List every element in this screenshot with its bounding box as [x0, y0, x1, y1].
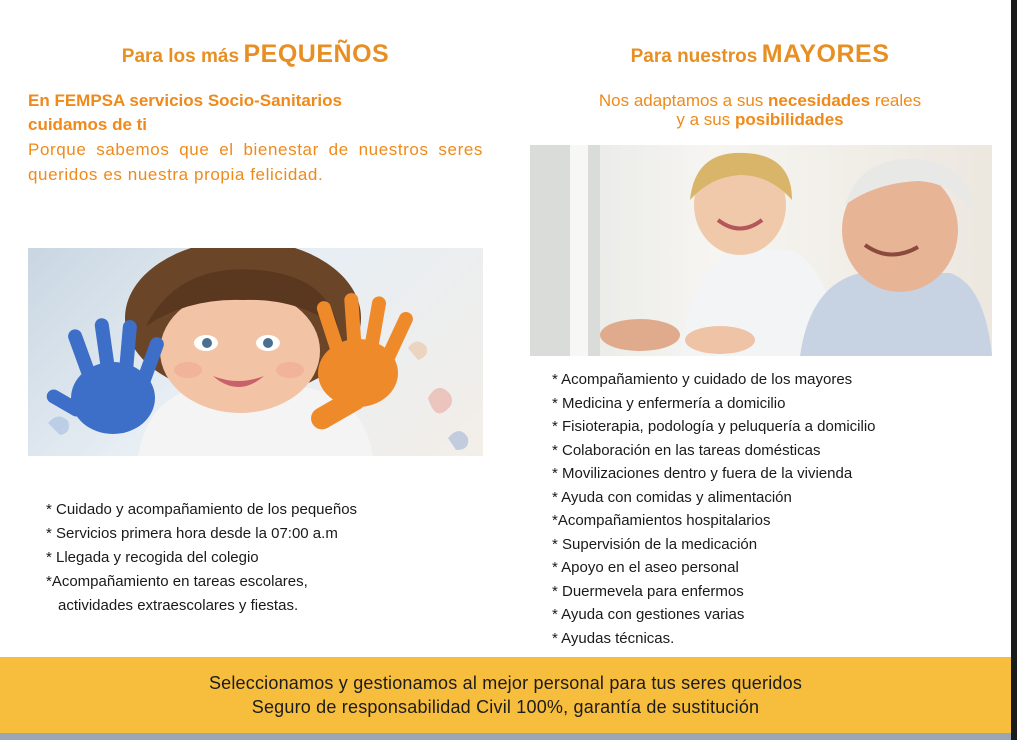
children-heading-prefix: Para los más [121, 46, 240, 67]
list-item: * Fisioterapia, podología y peluquería a domicilio [552, 418, 876, 435]
elders-section [528, 40, 992, 129]
children-body: Porque sabemos que el bienestar de nuestros seres queridos es nuestra propia felicidad. [28, 140, 483, 184]
children-intro-line2: cuidamos de ti [28, 115, 148, 134]
list-item: * Llegada y recogida del colegio [46, 549, 259, 566]
elders-intro-text: reales [870, 91, 922, 110]
list-item: * Medicina y enfermería a domicilio [552, 394, 786, 412]
child-painted-hands-photo [28, 248, 483, 456]
elders-intro-bold-needs: necesidades [768, 91, 871, 110]
list-item: * Ayuda con comidas y alimentación [552, 488, 792, 506]
list-item: *Acompañamientos hospitalarios [552, 512, 771, 529]
children-intro-line1: En FEMPSA servicios Socio-Sanitarios [28, 91, 342, 110]
elders-heading-emphasis: MAYORES [761, 40, 890, 68]
list-item: * Ayudas técnicas. [552, 629, 675, 647]
list-item-continuation [46, 594, 476, 618]
elders-intro [528, 91, 992, 129]
list-item: * Duermevela para enfermos [552, 582, 744, 600]
list-item: * Ayuda con gestiones varias [552, 606, 745, 623]
elders-intro-text: y a sus [676, 110, 735, 129]
list-item: * Acompañamiento y cuidado de los mayores [552, 371, 853, 388]
elders-intro-line2 [528, 110, 992, 129]
footer-line-selection: Seleccionamos y gestionamos al mejor personal para tus seres queridos [208, 673, 803, 693]
children-section [28, 40, 483, 187]
list-item-continuation-text: actividades extraescolares y fiestas. [58, 597, 299, 614]
bottom-strip [0, 733, 1011, 740]
list-item: * Supervisión de la medicación [552, 535, 758, 553]
children-intro [28, 89, 483, 137]
elders-intro-line1 [528, 91, 992, 110]
elder-photo-illustration [530, 145, 992, 356]
right-edge-border [1011, 0, 1017, 740]
list-item: *Acompañamiento en tareas escolares, [46, 573, 308, 590]
footer-banner [0, 657, 1011, 733]
list-item: * Cuidado y acompañamiento de los pequeños [46, 501, 358, 518]
elders-heading-prefix: Para nuestros [630, 46, 758, 67]
child-photo-illustration [28, 248, 483, 456]
footer-line-insurance: Seguro de responsabilidad Civil 100%, garantía de sustitución [251, 697, 760, 717]
list-item: * Colaboración en las tareas domésticas [552, 441, 821, 459]
children-heading-emphasis: PEQUEÑOS [243, 40, 390, 68]
elders-services-list [552, 368, 992, 650]
children-heading [28, 40, 483, 69]
elders-heading [528, 40, 992, 69]
children-services-list [46, 498, 476, 618]
elderly-with-caregiver-photo [530, 145, 992, 356]
list-item: * Servicios primera hora desde la 07:00 a.m [46, 525, 338, 542]
elders-intro-text: Nos adaptamos a sus [598, 91, 769, 110]
list-item: * Apoyo en el aseo personal [552, 559, 739, 576]
list-item: * Movilizaciones dentro y fuera de la vivienda [552, 465, 853, 482]
elders-intro-bold-possibilities: posibilidades [734, 110, 844, 129]
